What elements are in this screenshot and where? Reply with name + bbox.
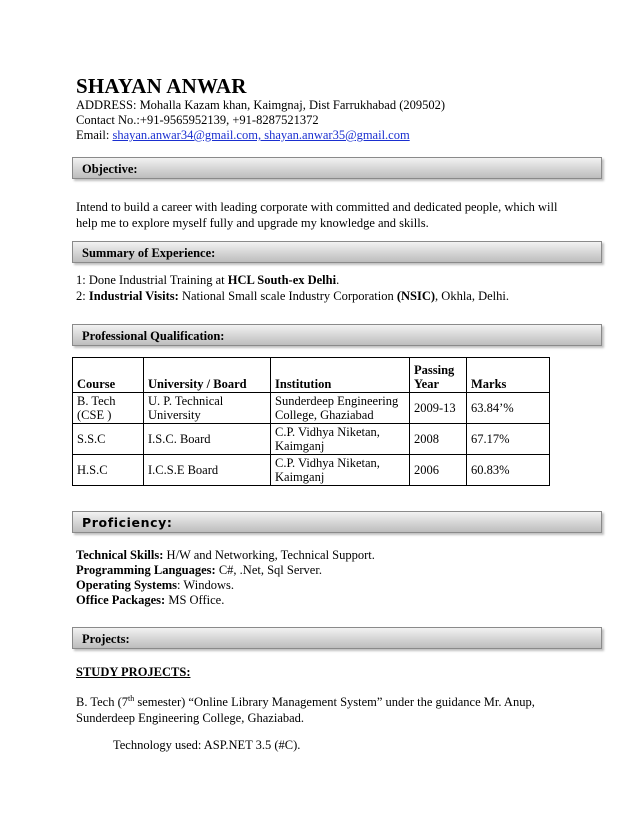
office-packages-value: MS Office. [165,593,225,607]
table-row [73,455,550,486]
experience-item-1-prefix: 1: Done Industrial Training at [76,273,228,287]
qualification-section-bar [72,324,602,346]
header-marks: Marks [467,358,550,393]
project-pre: B. Tech (7 [76,695,129,710]
project-sup: th [128,694,135,703]
cell-marks: 60.83% [467,455,550,486]
objective-text: Intend to build a career with leading corporate with committed and dedicated people, which will help me to explore myself fully and upgrade my knowledge and skills. [76,200,558,230]
header-course: Course [73,358,144,393]
experience-item-1-suffix: . [336,273,340,287]
header-passing-line1: Passing [414,363,455,377]
cell-course: H.S.C [73,455,144,486]
proficiency-title: Proficiency: [82,515,173,530]
experience-item-2 [76,289,509,304]
project-post: semester) “Online Library Management System” under the guidance Mr. Anup, Sunderdeep Engineering College, Ghaziabad. [76,695,535,726]
cell-marks: 63.84’% [467,393,550,424]
objective-section-bar [72,157,602,179]
cell-university: U. P. Technical University [144,393,271,424]
address-label: ADDRESS: [76,98,137,112]
experience-section-bar [72,241,602,263]
study-projects-heading: STUDY PROJECTS: [76,665,191,679]
operating-systems-line [76,578,234,593]
cell-year: 2008 [410,424,467,455]
experience-item-2-prefix: 2: [76,289,89,303]
programming-languages-line [76,563,322,578]
cell-course: B. Tech (CSE ) [73,393,144,424]
cell-institution: Sunderdeep Engineering College, Ghaziabad [271,393,410,424]
table-row [73,424,550,455]
project-technology: Technology used: ASP.NET 3.5 (#C). [113,738,301,752]
cell-year: 2006 [410,455,467,486]
programming-languages-value: C#, .Net, Sql Server. [215,563,322,577]
experience-item-1-company: HCL South-ex Delhi [227,273,337,287]
projects-title: Projects: [82,632,130,646]
qualification-header-row [73,358,550,393]
cell-course: S.S.C [73,424,144,455]
objective-title: Objective: [82,162,138,176]
proficiency-section-bar [72,511,602,533]
address-line [76,98,445,113]
technical-skills-label: Technical Skills: [76,548,164,562]
project-description [76,691,546,726]
header-institution: Institution [271,358,410,393]
cell-institution: C.P. Vidhya Niketan, Kaimganj [271,424,410,455]
header-university: University / Board [144,358,271,393]
cell-marks: 67.17% [467,424,550,455]
table-row [73,393,550,424]
header-passing-line2: Year [414,377,439,391]
contact-label: Contact No.: [76,113,140,127]
experience-title: Summary of Experience: [82,246,216,260]
office-packages-line [76,593,224,608]
header-passing-year [410,358,467,393]
cell-year: 2009-13 [410,393,467,424]
operating-systems-value: : Windows. [177,578,234,592]
email-label: Email: [76,128,110,142]
candidate-name: SHAYAN ANWAR [76,74,247,98]
contact-line [76,113,319,128]
email-line [76,128,410,143]
technical-skills-value: H/W and Networking, Technical Support. [163,548,375,562]
qualification-title: Professional Qualification: [82,329,225,343]
qualification-table [72,357,550,486]
technical-skills-line [76,548,375,563]
cell-institution: C.P. Vidhya Niketan, Kaimganj [271,455,410,486]
experience-item-1 [76,273,339,288]
cell-university: I.S.C. Board [144,424,271,455]
experience-item-2-label: Industrial Visits: [88,289,179,303]
projects-section-bar [72,627,602,649]
experience-item-2-mid: National Small scale Industry Corporation [178,289,397,303]
programming-languages-label: Programming Languages: [76,563,216,577]
experience-item-2-org: (NSIC) [396,289,436,303]
experience-item-2-suffix: , Okhla, Delhi. [435,289,509,303]
cell-university: I.C.S.E Board [144,455,271,486]
address-value: Mohalla Kazam khan, Kaimgnaj, Dist Farrukhabad (209502) [139,98,446,112]
contact-value: +91-9565952139, +91-8287521372 [139,113,319,127]
office-packages-label: Office Packages: [76,593,166,607]
email-links[interactable]: shayan.anwar34@gmail.com, shayan.anwar35@gmail.com [112,128,410,142]
operating-systems-label: Operating Systems [76,578,178,592]
